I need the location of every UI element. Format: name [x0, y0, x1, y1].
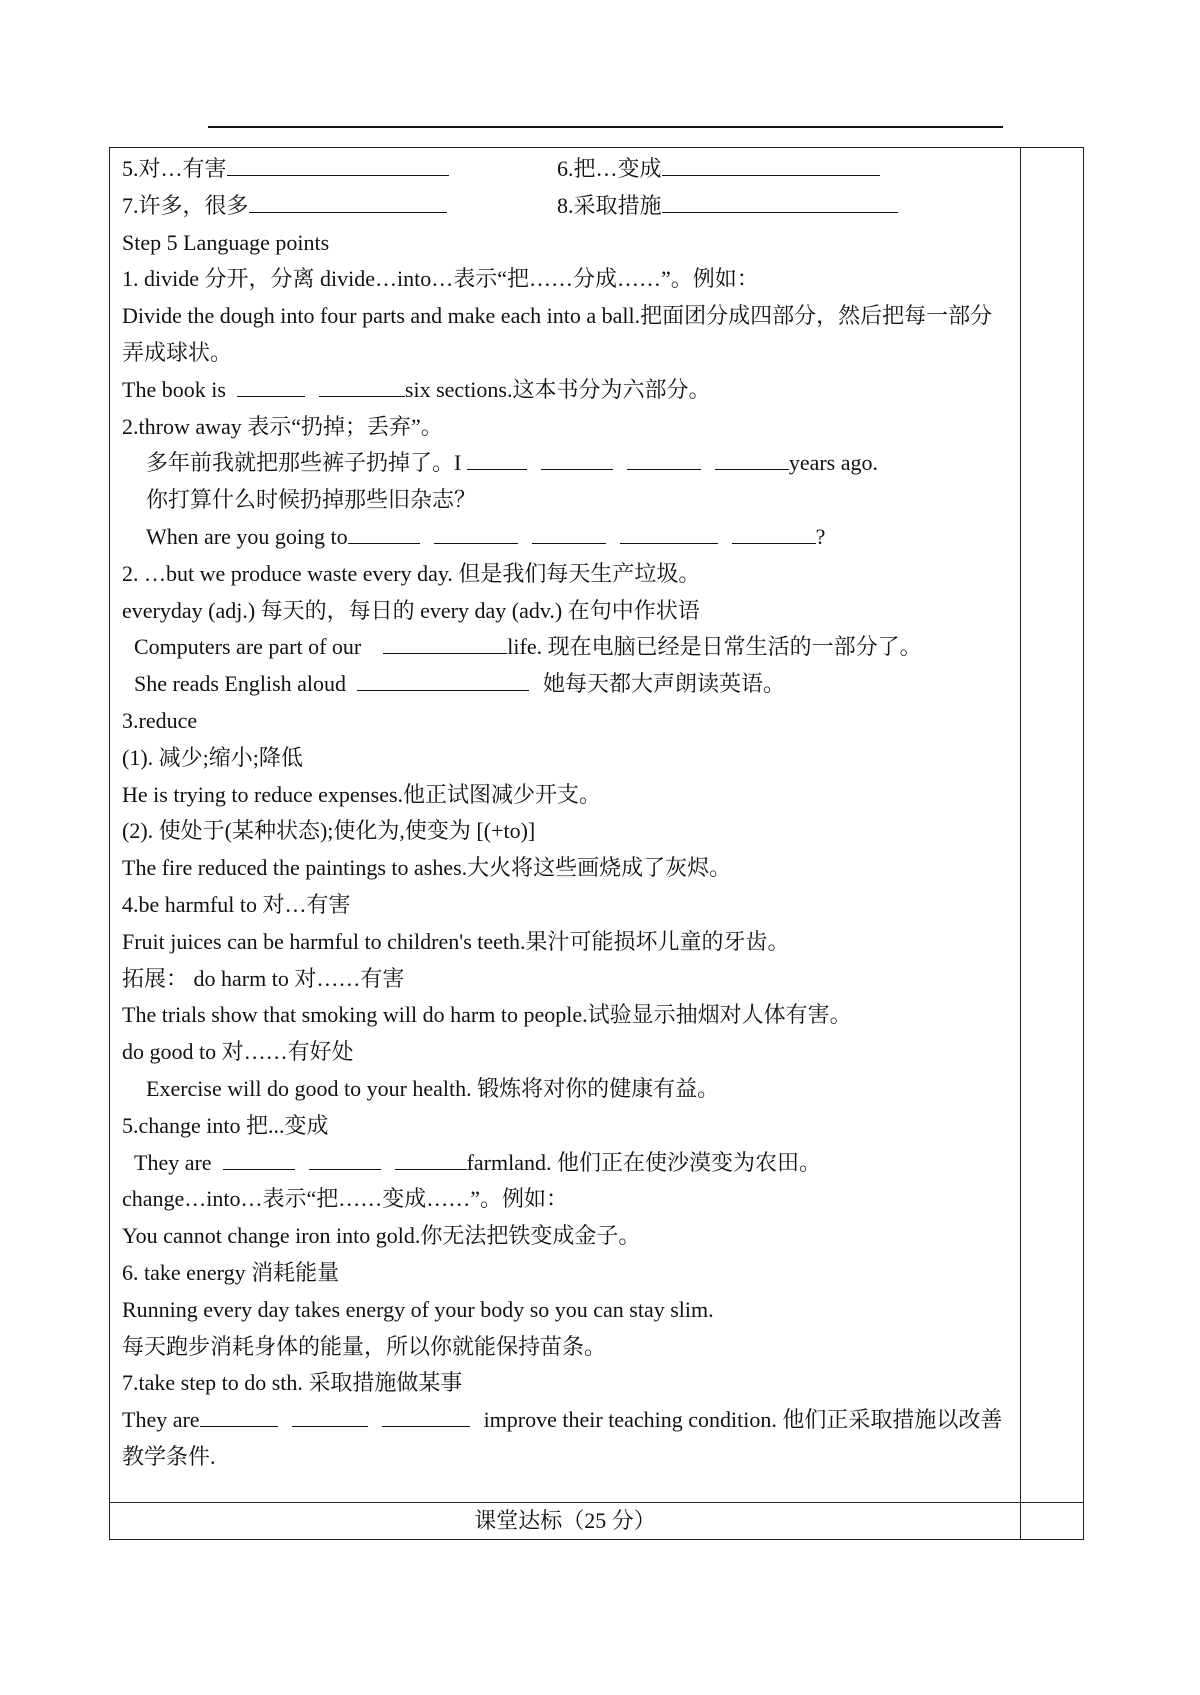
- blank[interactable]: [541, 447, 613, 470]
- point-4-meaning-1: (1). 减少;缩小;降低: [122, 744, 303, 770]
- point-1-head: 1. divide 分开，分离 divide…into…表示“把……分成……”。例如：: [122, 266, 759, 292]
- point-8-sentence: They are improve their teaching condition. 他们正采取措施以改善教学条件.: [122, 1402, 1010, 1476]
- vocab-item-8: 8.采取措施: [557, 192, 662, 218]
- point-5-example-2: The trials show that smoking will do harm to people.试验显示抽烟对人体有害。: [122, 1002, 852, 1028]
- blank[interactable]: [319, 374, 405, 397]
- blank[interactable]: [249, 190, 447, 213]
- blank[interactable]: [395, 1147, 467, 1170]
- point-7-example-2: 每天跑步消耗身体的能量，所以你就能保持苗条。: [122, 1333, 607, 1359]
- blank[interactable]: [223, 1147, 295, 1170]
- blank[interactable]: [715, 447, 789, 470]
- blank[interactable]: [200, 1404, 278, 1427]
- blank[interactable]: [383, 631, 507, 654]
- vocab-item-6: 6.把…变成: [557, 156, 662, 181]
- vocab-row-2: [122, 188, 1010, 225]
- point-7-head: 6. take energy 消耗能量: [122, 1259, 340, 1285]
- lesson-content: [110, 148, 1020, 1502]
- side-cell: [1021, 148, 1084, 1503]
- point-5-do-good: do good to 对……有好处: [122, 1039, 354, 1065]
- blank[interactable]: [382, 1404, 470, 1427]
- main-cell: [110, 148, 1021, 1503]
- point-4-meaning-2: (2). 使处于(某种状态);使化为,使变为 [(+to)]: [122, 818, 536, 844]
- point-4-head: 3.reduce: [122, 707, 198, 733]
- point-6-head: 5.change into 把...变成: [122, 1112, 329, 1138]
- blank[interactable]: [309, 1147, 381, 1170]
- point-6-sentence-1: They are farmland. 他们正在使沙漠变为农田。: [122, 1145, 1010, 1182]
- point-5-example-3: Exercise will do good to your health. 锻炼将对你的健康有益。: [146, 1075, 720, 1101]
- point-5-head: 4.be harmful to 对…有害: [122, 891, 351, 917]
- footer-side-cell: [1021, 1503, 1084, 1540]
- point-4-example-2: The fire reduced the paintings to ashes.大火将这些画烧成了灰烬。: [122, 855, 732, 881]
- header-rule: [208, 126, 1003, 128]
- point-6-pattern: change…into…表示“把……变成……”。例如：: [122, 1186, 569, 1212]
- point-2-sentence-1: 多年前我就把那些裤子扔掉了。I years ago.: [122, 445, 1010, 482]
- point-3-head: 2. …but we produce waste every day. 但是我们每天生产垃圾。: [122, 560, 701, 586]
- point-4-example-1: He is trying to reduce expenses.他正试图减少开支。: [122, 781, 602, 807]
- blank[interactable]: [348, 521, 420, 544]
- blank[interactable]: [467, 447, 527, 470]
- blank[interactable]: [237, 374, 305, 397]
- blank[interactable]: [434, 521, 518, 544]
- point-3-sentence-1: Computers are part of our life. 现在电脑已经是日常生活的一部分了。: [122, 629, 1010, 666]
- point-2-sentence-3: When are you going to ?: [122, 519, 1010, 556]
- point-7-example-1: Running every day takes energy of your body so you can stay slim.: [122, 1296, 714, 1322]
- blank[interactable]: [620, 521, 718, 544]
- blank[interactable]: [662, 153, 880, 176]
- vocab-item-5: 5.对…有害: [122, 156, 227, 181]
- blank[interactable]: [662, 190, 898, 213]
- point-1-fill: The book is six sections.这本书分为六部分。: [122, 372, 1010, 409]
- point-2-head: 2.throw away 表示“扔掉；丢弃”。: [122, 413, 443, 439]
- blank[interactable]: [627, 447, 701, 470]
- blank[interactable]: [292, 1404, 368, 1427]
- blank[interactable]: [732, 521, 816, 544]
- point-2-sentence-2: 你打算什么时候扔掉那些旧杂志？: [146, 487, 477, 513]
- vocab-item-7: 7.许多，很多: [122, 192, 249, 218]
- point-5-extension: 拓展： do harm to 对……有害: [122, 965, 405, 991]
- worksheet-table: [109, 147, 1084, 1540]
- point-5-example-1: Fruit juices can be harmful to children's teeth.果汁可能损坏儿童的牙齿。: [122, 928, 790, 954]
- point-3-sentence-2: She reads English aloud 她每天都大声朗读英语。: [122, 666, 1010, 703]
- point-8-head: 7.take step to do sth. 采取措施做某事: [122, 1370, 463, 1396]
- blank[interactable]: [532, 521, 606, 544]
- blank[interactable]: [357, 668, 529, 691]
- point-1-example: Divide the dough into four parts and make each into a ball.把面团分成四部分，然后把每一部分弄成球状。: [122, 303, 993, 365]
- vocab-row-1: [122, 151, 1010, 188]
- section-footer: 课堂达标（25 分）: [110, 1503, 1021, 1540]
- blank[interactable]: [227, 153, 449, 176]
- point-3-compare: everyday (adj.) 每天的，每日的 every day (adv.) 在句中作状语: [122, 597, 700, 623]
- point-6-example: You cannot change iron into gold.你无法把铁变成金子。: [122, 1223, 641, 1249]
- step-title: Step 5 Language points: [122, 229, 330, 255]
